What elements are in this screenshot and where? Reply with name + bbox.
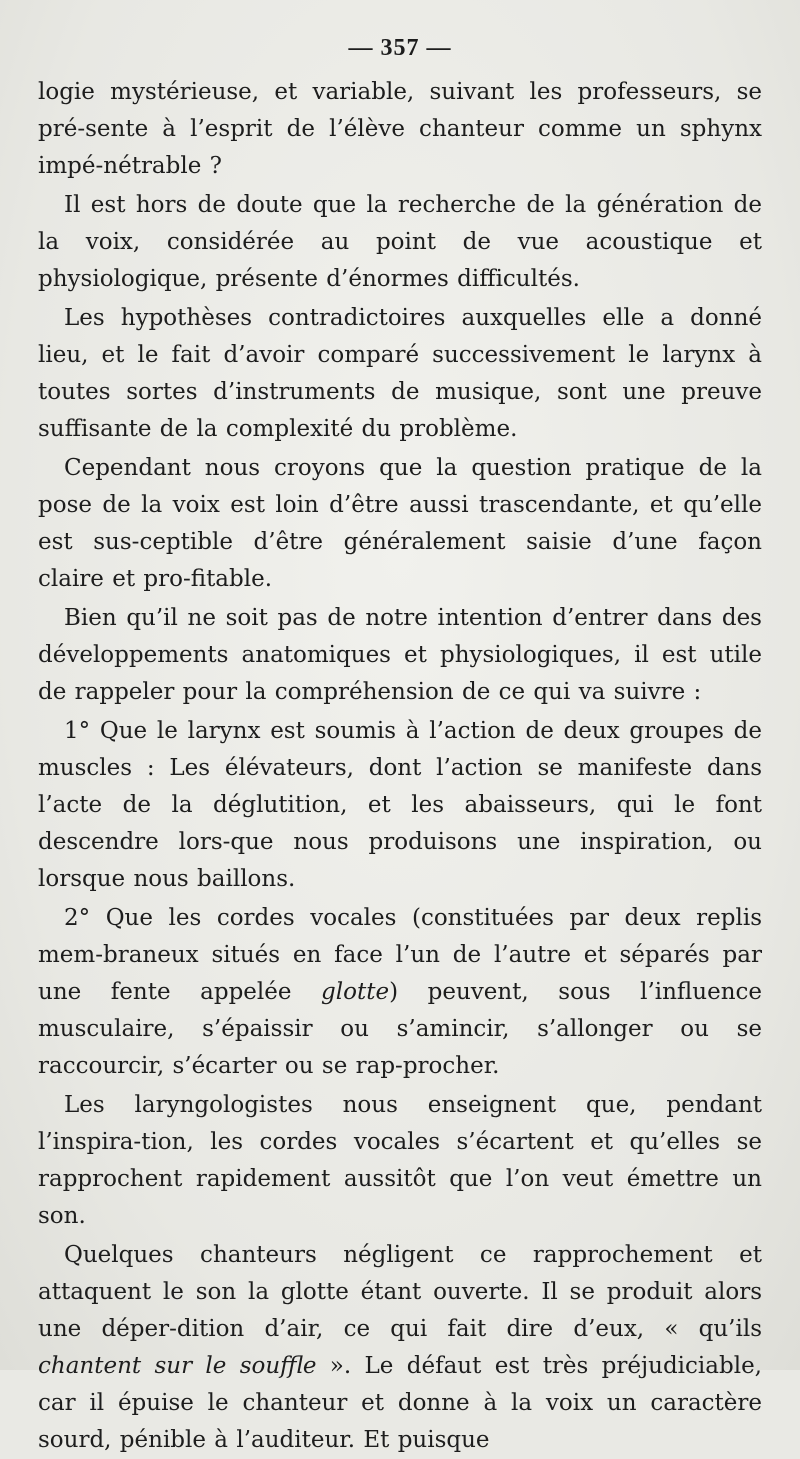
paragraph: Il est hors de doute que la recherche de la génération de la voix, considérée au point de vue acoustique et physiologique, présente d’énormes difficultés.: [38, 192, 762, 292]
page-number-header: — 357 —: [348, 35, 452, 61]
italic-phrase: chantent sur le souffle: [38, 1353, 317, 1379]
text-before: Quelques chanteurs négligent ce rapprochement et attaquent le son la glotte étant ouverte. Il se produit alors une déper-dition d’air, ce qui fait dire d’eux, « qu’ils: [38, 1242, 762, 1342]
numbered-item: [38, 900, 762, 1085]
paragraph: [38, 1237, 762, 1459]
paragraph-continuation: logie mystérieuse, et variable, suivant les professeurs, se pré-sente à l’esprit de l’élève chanteur comme un sphynx impé-nétrable ?: [38, 79, 762, 179]
item-text-after: ) peuvent, sous l’influence musculaire, s’épaissir ou s’amincir, s’allonger ou se raccourcir, s’écarter ou se rap-procher.: [38, 979, 763, 1079]
item-text-before: Que les cordes vocales (constituées par deux replis mem-braneux situés en face l’un de l’autre et séparés par une fente appelée: [38, 905, 762, 1005]
item-text: Que le larynx est soumis à l’action de deux groupes de muscles : Les élévateurs, dont l’action se manifeste dans l’acte de la déglutition, et les abaisseurs, qui le font descendre lors-que nous produisons une inspiration, ou lorsque nous baillons.: [38, 718, 763, 892]
item-number: 1°: [64, 718, 91, 744]
text-after: ». Le défaut est très préjudiciable, car il épuise le chanteur et donne à la voix un caractère sourd, pénible à l’auditeur. Et puisque: [38, 1353, 762, 1453]
paragraph: Cependant nous croyons que la question pratique de la pose de la voix est loin d’être aussi trascendante, et qu’elle est sus-ceptible d’être généralement saisie d’une façon claire et pro-fitable.: [38, 455, 762, 592]
paragraph: Bien qu’il ne soit pas de notre intention d’entrer dans des développements anatomiques et physiologiques, il est utile de rappeler pour la compréhension de ce qui va suivre :: [38, 605, 762, 705]
item-number: 2°: [64, 905, 91, 931]
italic-term: glotte: [321, 979, 390, 1005]
paragraph: Les hypothèses contradictoires auxquelles elle a donné lieu, et le fait d’avoir comparé successivement le larynx à toutes sortes d’instruments de musique, sont une preuve suffisante de la complexité du problème.: [38, 305, 762, 442]
numbered-item: [38, 713, 762, 898]
paragraph: Les laryngologistes nous enseignent que, pendant l’inspira-tion, les cordes vocales s’écartent et qu’elles se rapprochent rapidement aussitôt que l’on veut émettre un son.: [38, 1092, 762, 1229]
